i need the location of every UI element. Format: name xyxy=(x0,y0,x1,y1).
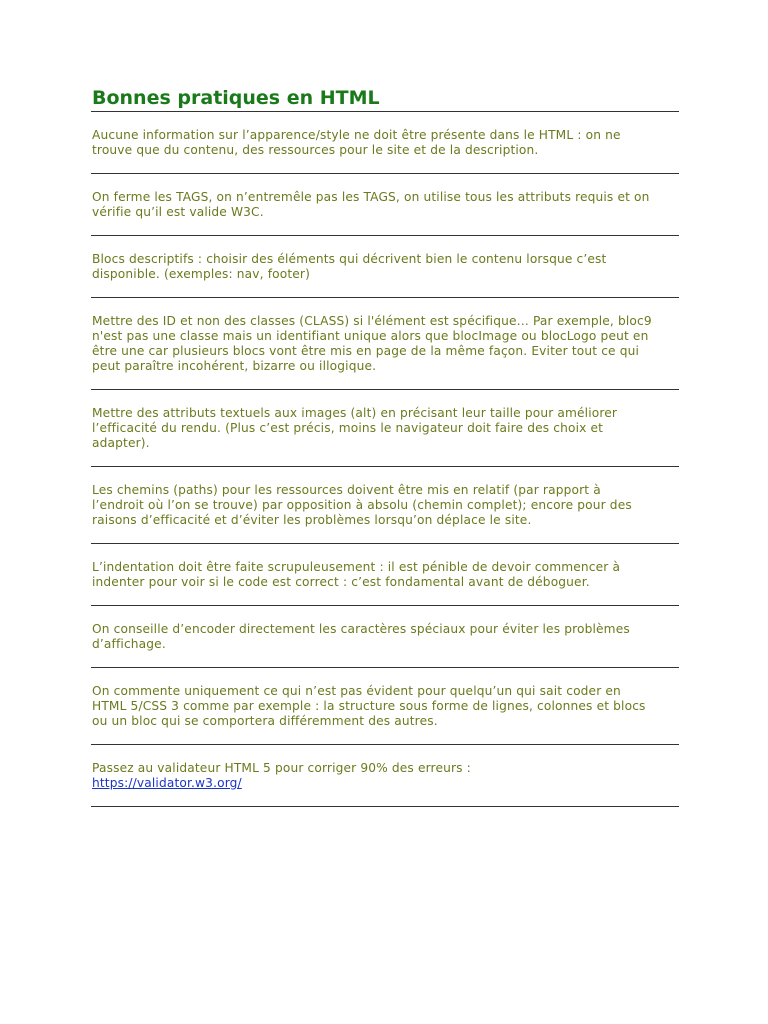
practice-item-2: On ferme les TAGS, on n’entremêle pas les TAGS, on utilise tous les attributs requis et on vérifie qu’il est valide W3C. xyxy=(91,174,679,236)
page-title: Bonnes pratiques en HTML xyxy=(91,86,679,112)
practice-item-9: On commente uniquement ce qui n’est pas évident pour quelqu’un qui sait coder en HTML 5/CSS 3 comme par exemple : la structure sous forme de lignes, colonnes et blocs ou un bloc qui se comportera différemment des autres. xyxy=(91,668,679,745)
practice-item-10 xyxy=(91,745,679,807)
practice-item-7: L’indentation doit être faite scrupuleusement : il est pénible de devoir commencer à indenter pour voir si le code est correct : c’est fondamental avant de déboguer. xyxy=(91,544,679,606)
practice-item-8: On conseille d’encoder directement les caractères spéciaux pour éviter les problèmes d’affichage. xyxy=(91,606,679,668)
practice-item-3: Blocs descriptifs : choisir des éléments qui décrivent bien le contenu lorsque c’est disponible. (exemples: nav, footer) xyxy=(91,236,679,298)
validator-link[interactable]: https://validator.w3.org/ xyxy=(92,776,242,790)
practice-item-5: Mettre des attributs textuels aux images (alt) en précisant leur taille pour améliorer l’efficacité du rendu. (Plus c’est précis, moins le navigateur doit faire des choix et adapter). xyxy=(91,390,679,467)
practice-item-6: Les chemins (paths) pour les ressources doivent être mis en relatif (par rapport à l’endroit où l’on se trouve) par opposition à absolu (chemin complet); encore pour des raisons d’efficacité et d’éviter les problèmes lorsqu’on déplace le site. xyxy=(91,467,679,544)
document-page xyxy=(91,86,679,807)
practice-item-4: Mettre des ID et non des classes (CLASS) si l'élément est spécifique… Par exemple, bloc9 n'est pas une classe mais un identifiant unique alors que blocImage ou blocLogo peut en être une car plusieurs blocs vont être mis en page de la même façon. Eviter tout ce qui peut paraître incohérent, bizarre ou illogique. xyxy=(91,298,679,390)
validator-text: Passez au validateur HTML 5 pour corriger 90% des erreurs : xyxy=(92,761,471,775)
practice-item-1: Aucune information sur l’apparence/style ne doit être présente dans le HTML : on ne trouve que du contenu, des ressources pour le site et de la description. xyxy=(91,112,679,174)
